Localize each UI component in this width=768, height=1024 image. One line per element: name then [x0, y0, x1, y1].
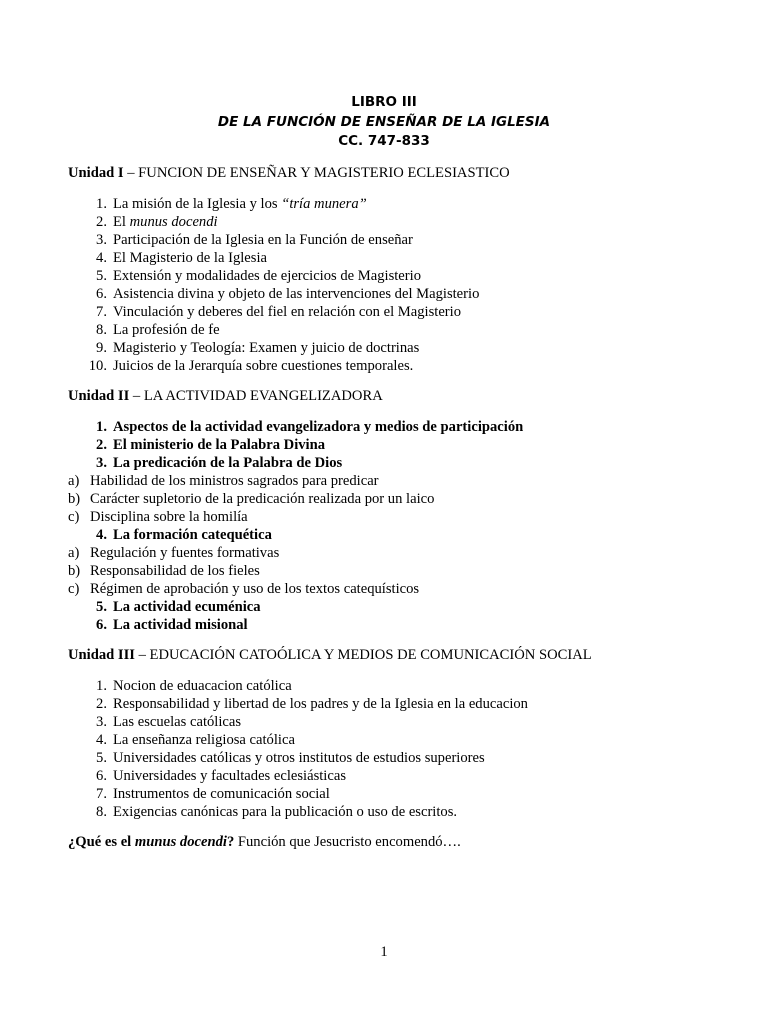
list-item: 4. El Magisterio de la Iglesia [96, 250, 267, 266]
list-item: 5. La actividad ecuménica [96, 599, 261, 615]
list-item: b) Carácter supletorio de la predicación realizada por un laico [68, 491, 435, 507]
list-item: 6. La actividad misional [96, 617, 248, 633]
unit-2-title: – LA ACTIVIDAD EVANGELIZADORA [129, 388, 383, 404]
list-item: 2. El munus docendi [96, 214, 218, 230]
list-item: 2. El ministerio de la Palabra Divina [96, 437, 326, 453]
question-text: ¿Qué es el munus docendi? [68, 834, 235, 850]
list-item: 4. La formación catequética [96, 527, 272, 543]
list-item: 3. Las escuelas católicas [96, 714, 242, 730]
list-item: 3. La predicación de la Palabra de Dios [96, 455, 343, 471]
unit-2-heading [68, 387, 728, 405]
answer-text: Función que Jesucristo encomendó…. [234, 834, 461, 850]
unit-2-label: Unidad II [68, 388, 130, 404]
unit-3-label: Unidad III [68, 647, 135, 663]
list-item: 8. Exigencias canónicas para la publicación o uso de escritos. [96, 804, 458, 820]
list-item: 1. Nocion de eduacacion católica [96, 678, 292, 694]
list-item: 1. La misión de la Iglesia y los “tría munera” [96, 196, 367, 212]
list-item: 9. Magisterio y Teología: Examen y juicio de doctrinas [96, 340, 420, 356]
list-item: 6. Asistencia divina y objeto de las intervenciones del Magisterio [96, 286, 480, 302]
book-title: DE LA FUNCIÓN DE ENSEÑAR DE LA IGLESIA [217, 113, 551, 130]
list-item: c) Régimen de aprobación y uso de los textos catequísticos [68, 581, 420, 597]
unit-3-title: – EDUCACIÓN CATOÓLICA Y MEDIOS DE COMUNICACIÓN SOCIAL [134, 647, 592, 663]
unit-1-label: Unidad I [68, 165, 124, 181]
unit-2-list [68, 418, 728, 634]
book-heading: LIBRO III [351, 94, 417, 110]
list-item: b) Responsabilidad de los fieles [68, 563, 260, 579]
canons-range: CC. 747-833 [338, 133, 430, 149]
list-item: 4. La enseñanza religiosa católica [96, 732, 295, 748]
list-item: a) Habilidad de los ministros sagrados para predicar [68, 473, 379, 489]
list-item: 2. Responsabilidad y libertad de los padres y de la Iglesia en la educacion [96, 696, 528, 712]
list-item: a) Regulación y fuentes formativas [68, 545, 280, 561]
list-item: 5. Universidades católicas y otros institutos de estudios superiores [96, 750, 485, 766]
unit-1-heading [68, 164, 728, 182]
document-header [0, 93, 768, 152]
unit-1-list [68, 195, 728, 375]
unit-1-title: – FUNCION DE ENSEÑAR Y MAGISTERIO ECLESIASTICO [123, 165, 510, 181]
document-body [68, 164, 728, 851]
unit-3-list [68, 677, 728, 821]
unit-3-heading [68, 646, 728, 664]
list-item: 6. Universidades y facultades eclesiásticas [96, 768, 347, 784]
list-item: 10. Juicios de la Jerarquía sobre cuestiones temporales. [88, 358, 414, 374]
list-item: 1. Aspectos de la actividad evangelizadora y medios de participación [96, 419, 524, 435]
list-item: 7. Vinculación y deberes del fiel en relación con el Magisterio [96, 304, 462, 320]
page-number: 1 [380, 944, 388, 960]
list-item: 8. La profesión de fe [96, 322, 220, 338]
list-item: 3. Participación de la Iglesia en la Función de enseñar [96, 232, 413, 248]
question-paragraph [68, 833, 728, 851]
list-item: c) Disciplina sobre la homilía [68, 509, 248, 525]
list-item: 7. Instrumentos de comunicación social [96, 786, 330, 802]
list-item: 5. Extensión y modalidades de ejercicios de Magisterio [96, 268, 422, 284]
